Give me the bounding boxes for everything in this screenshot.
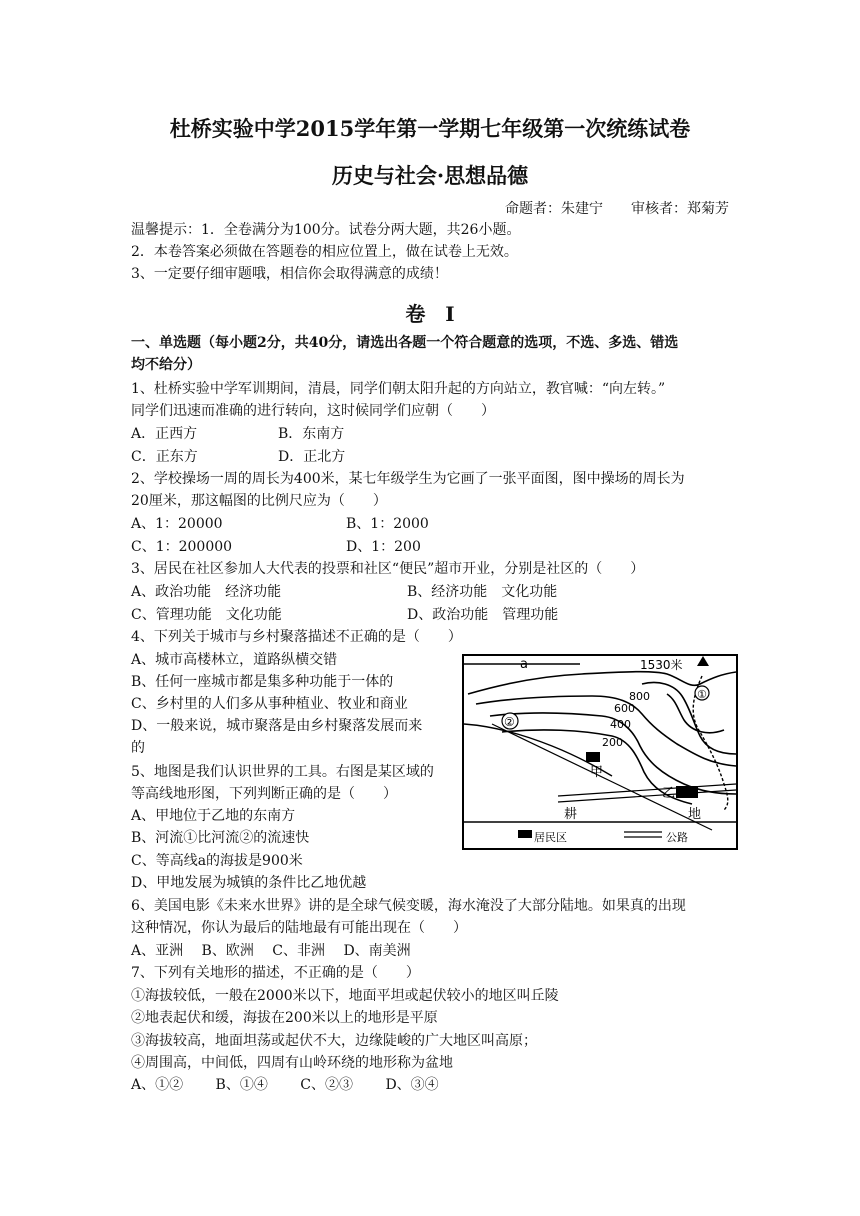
q6-stem-1: 6、美国电影《未来水世界》讲的是全球气候变暖，海水淹没了大部分陆地。如果真的出现 — [131, 898, 686, 914]
q3-stem: 3、居民在社区参加人大代表的投票和社区“便民”超市开业，分别是社区的（ ） — [131, 561, 645, 577]
q6-stem-2: 这种情况，你认为最后的陆地最有可能出现在（ ） — [131, 920, 467, 936]
q4-option-d-1: D、一般来说，城市聚落是由乡村聚落发展而来 — [131, 718, 423, 734]
q5-stem-1: 5、地图是我们认识世界的工具。右图是某区域的 — [131, 764, 434, 780]
settlement-jia — [586, 752, 600, 762]
q4-option-b: B、任何一座城市都是集多种功能于一体的 — [131, 674, 394, 690]
map-label-200: 200 — [602, 736, 623, 749]
q5-option-a: A、甲地位于乙地的东南方 — [131, 808, 296, 824]
section-heading-2: 均不给分） — [131, 357, 201, 373]
q5-option-c: C、等高线a的海拔是900米 — [131, 853, 303, 869]
q6-options: A、亚洲 B、欧洲 C、非洲 D、南美洲 — [131, 943, 411, 959]
q4-option-c: C、乡村里的人们多从事种植业、牧业和商业 — [131, 696, 408, 712]
tip-3: 3、一定要仔细审题哦，相信你会取得满意的成绩！ — [131, 266, 448, 282]
q1-option-b: B．东南方 — [278, 426, 345, 442]
volume-heading: 卷 Ⅰ — [405, 302, 455, 326]
q4-option-d-2: 的 — [131, 740, 145, 756]
q2-option-c: C、1：200000 — [131, 539, 233, 555]
exam-subtitle: 历史与社会·思想品德 — [331, 163, 529, 188]
q3-option-d: D、政治功能 管理功能 — [407, 607, 559, 623]
q7-options: A、①② B、①④ C、②③ D、③④ — [131, 1077, 439, 1093]
map-label-a: a — [520, 657, 528, 672]
q2-option-a: A、1：20000 — [131, 516, 223, 532]
q1-stem-2: 同学们迅速而准确的进行转向，这时候同学们应朝（ ） — [131, 403, 495, 419]
q4-option-a: A、城市高楼林立，道路纵横交错 — [131, 652, 338, 668]
map-label-farmland-2: 地 — [688, 807, 702, 822]
legend-road: 公路 — [666, 831, 688, 844]
map-label-jia: 甲 — [590, 765, 604, 780]
q2-stem-2: 20厘米，那这幅图的比例尺应为（ ） — [131, 493, 387, 509]
q5-stem-2: 等高线地形图，下列判断正确的是（ ） — [131, 786, 397, 802]
settlement-yi — [676, 786, 698, 798]
q7-statement-4: ④周围高，中间低，四周有山岭环绕的地形称为盆地 — [131, 1055, 453, 1071]
q4-stem: 4、下列关于城市与乡村聚落描述不正确的是（ ） — [131, 629, 462, 645]
authors: 命题者：朱建宁 审核者：郑菊芳 — [505, 201, 729, 217]
map-label-river1: ① — [697, 688, 707, 701]
q1-stem-1: 1、杜桥实验中学军训期间，清晨，同学们朝太阳升起的方向站立，教官喊：“向左转。” — [131, 381, 666, 397]
tip-1: 温馨提示：1．全卷满分为100分。试卷分两大题，共26小题。 — [131, 222, 521, 238]
q3-option-a: A、政治功能 经济功能 — [131, 584, 282, 600]
q2-stem-1: 2、学校操场一周的周长为400米，某七年级学生为它画了一张平面图，图中操场的周长为 — [131, 471, 685, 487]
q2-option-d: D、1：200 — [346, 539, 421, 555]
exam-title: 杜桥实验中学2015学年第一学期七年级第一次统练试卷 — [169, 116, 691, 141]
q1-option-a: A．正西方 — [131, 426, 198, 442]
map-label-800: 800 — [629, 690, 650, 703]
legend-residential: 居民区 — [534, 831, 567, 844]
map-label-yi: 乙 — [662, 786, 676, 801]
q1-option-d: D．正北方 — [278, 449, 346, 465]
q7-statement-1: ①海拔较低，一般在2000米以下，地面平坦或起伏较小的地区叫丘陵 — [131, 988, 559, 1004]
q3-option-c: C、管理功能 文化功能 — [131, 607, 282, 623]
map-label-400: 400 — [610, 718, 631, 731]
q7-stem: 7、下列有关地形的描述，不正确的是（ ） — [131, 965, 420, 981]
q1-option-c: C．正东方 — [131, 449, 198, 465]
q5-option-d: D、甲地发展为城镇的条件比乙地优越 — [131, 875, 367, 891]
section-heading-1: 一、单选题（每小题2分，共40分，请选出各题一个符合题意的选项，不选、多选、错选 — [131, 335, 679, 351]
map-label-600: 600 — [614, 702, 635, 715]
contour-map — [462, 654, 738, 850]
q5-option-b: B、河流①比河流②的流速快 — [131, 830, 310, 846]
legend-residential-icon — [518, 830, 532, 838]
map-label-river2: ② — [504, 715, 515, 729]
tip-2: 2．本卷答案必须做在答题卷的相应位置上，做在试卷上无效。 — [131, 244, 518, 260]
map-peak-elevation: 1530米 — [640, 658, 683, 672]
q3-option-b: B、经济功能 文化功能 — [407, 584, 558, 600]
q7-statement-3: ③海拔较高，地面坦荡或起伏不大，边缘陡峻的广大地区叫高原； — [131, 1033, 537, 1049]
q2-option-b: B、1：2000 — [346, 516, 429, 532]
map-label-farmland-1: 耕 — [564, 807, 578, 822]
q7-statement-2: ②地表起伏和缓，海拔在200米以上的地形是平原 — [131, 1010, 438, 1026]
